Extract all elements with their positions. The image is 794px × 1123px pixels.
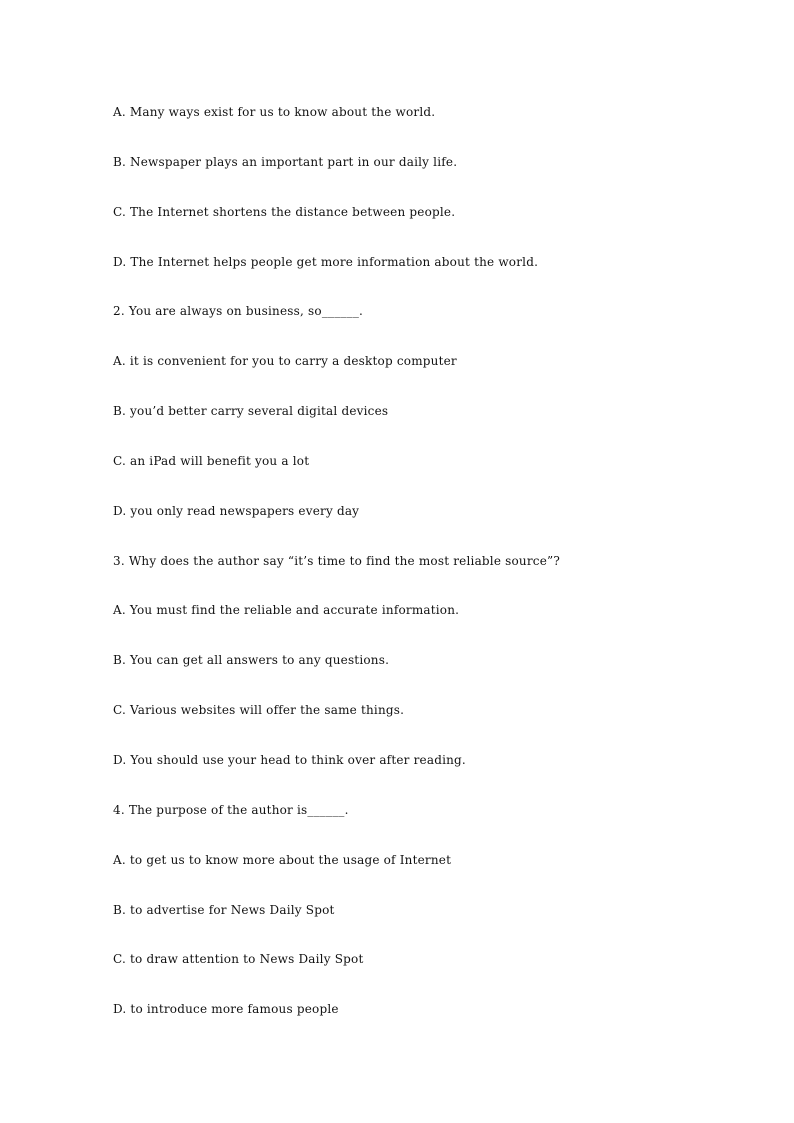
- q1-option-d: D. The Internet helps people get more information about the world.: [113, 254, 539, 269]
- q3-option-b: B. You can get all answers to any questions.: [113, 653, 390, 668]
- q3-option-d: D. You should use your head to think over after reading.: [113, 752, 466, 767]
- q3-option-a: A. You must find the reliable and accurate information.: [113, 603, 460, 618]
- question-list: [113, 102, 733, 1019]
- q4-stem: 4. The purpose of the author is______.: [113, 802, 349, 817]
- q2-stem: 2. You are always on business, so______.: [113, 304, 364, 319]
- q2-option-a: A. it is convenient for you to carry a desktop computer: [113, 354, 457, 369]
- q1-option-b: B. Newspaper plays an important part in our daily life.: [113, 154, 458, 169]
- q1-option-c: C. The Internet shortens the distance between people.: [113, 204, 456, 219]
- q3-option-c: C. Various websites will offer the same things.: [113, 703, 405, 718]
- q4-option-d: D. to introduce more famous people: [113, 1002, 339, 1017]
- q3-stem: 3. Why does the author say “it’s time to find the most reliable source”?: [113, 553, 560, 568]
- q4-option-a: A. to get us to know more about the usage of Internet: [113, 852, 452, 867]
- q4-option-b: B. to advertise for News Daily Spot: [113, 902, 335, 917]
- q2-option-c: C. an iPad will benefit you a lot: [113, 453, 310, 468]
- q4-option-c: C. to draw attention to News Daily Spot: [113, 952, 364, 967]
- q2-option-b: B. you’d better carry several digital devices: [113, 404, 389, 419]
- q2-option-d: D. you only read newspapers every day: [113, 503, 360, 518]
- q1-option-a: A. Many ways exist for us to know about the world.: [113, 105, 436, 119]
